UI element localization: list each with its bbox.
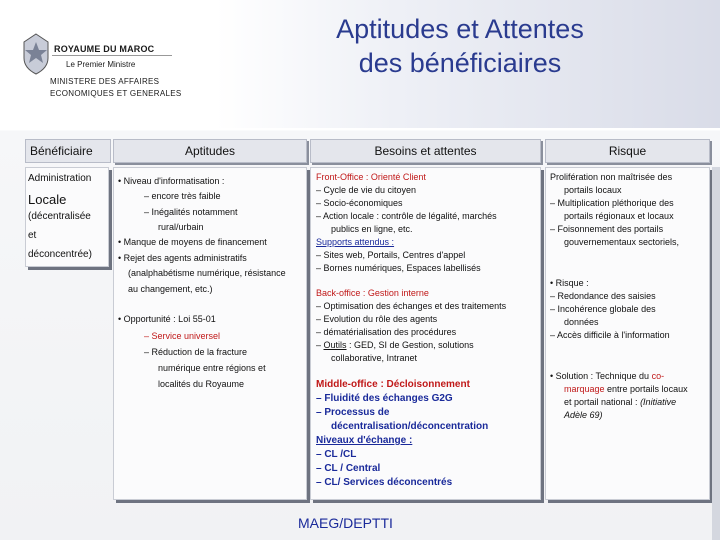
besoin-line: – dématérialisation des procédures <box>316 327 457 337</box>
logo-line-2: Le Premier Ministre <box>66 60 136 69</box>
risque-line: portails régionaux et locaux <box>564 211 674 221</box>
header-risque <box>545 139 710 163</box>
title-line-2: des bénéficiaires <box>358 48 562 78</box>
beneficiaire-locale: Locale <box>28 192 67 207</box>
risque-line: – Multiplication pléthorique des <box>550 198 674 208</box>
panel-risque <box>545 167 710 500</box>
risque-line: • Risque : <box>550 278 589 288</box>
header-aptitudes <box>113 139 307 163</box>
logo-line-1: ROYAUME DU MAROC <box>54 44 155 54</box>
risque-line: – Foisonnement des portails <box>550 224 664 234</box>
aptitude-line: rural/urbain <box>158 222 204 232</box>
aptitude-line: (analphabétisme numérique, résistance <box>128 268 286 278</box>
besoin-line: Supports attendus : <box>316 237 395 247</box>
aptitude-line: • Manque de moyens de financement <box>118 237 267 247</box>
besoin-line: – Socio-économiques <box>316 198 403 208</box>
besoin-line: Front-Office : Orienté Client <box>316 172 426 182</box>
risque-line: – Accès difficile à l'information <box>550 330 670 340</box>
besoin-line: – CL/ Services déconcentrés <box>316 477 453 488</box>
aptitude-line: localités du Royaume <box>158 379 245 389</box>
header-aptitudes-label: Aptitudes <box>184 144 236 158</box>
aptitude-line: numérique entre régions et <box>158 363 266 373</box>
right-edge-shade <box>712 167 720 540</box>
risque-initiative-text: (Initiative <box>640 397 677 407</box>
besoin-line: – Sites web, Portails, Centres d'appel <box>316 250 466 260</box>
besoin-line: décentralisation/déconcentration <box>331 421 489 432</box>
beneficiaire-et: et <box>28 230 37 241</box>
aptitude-line: – Inégalités notamment <box>144 207 238 217</box>
aptitude-line: au changement, etc.) <box>128 284 213 294</box>
besoin-line: collaborative, Intranet <box>331 353 418 363</box>
besoin-line: – Optimisation des échanges et des traitements <box>316 301 507 311</box>
header-besoins-label: Besoins et attentes <box>374 144 477 158</box>
title-line-1: Aptitudes et Attentes <box>336 14 584 44</box>
aptitude-line: – Réduction de la fracture <box>144 347 248 357</box>
besoin-line: – CL / Central <box>316 463 381 474</box>
beneficiaire-administration: Administration <box>28 173 92 184</box>
risque-line: gouvernementaux sectoriels, <box>564 237 680 247</box>
ministry-logo <box>18 30 188 110</box>
risque-line: données <box>564 317 599 327</box>
besoin-line: – Cycle de vie du citoyen <box>316 185 417 195</box>
besoin-outils-label: Outils <box>323 340 347 350</box>
header-besoins <box>310 139 541 163</box>
besoin-line: – CL /CL <box>316 449 357 460</box>
aptitude-line: – encore très faible <box>144 191 221 201</box>
besoin-line: Niveaux d'échange : <box>316 435 413 446</box>
risque-portail-text: et portail national : <box>564 397 641 407</box>
risque-line: – Redondance des saisies <box>550 291 656 301</box>
risque-line: portails locaux <box>564 185 622 195</box>
besoin-line: – Action locale : contrôle de légalité, marchés <box>316 211 497 221</box>
logo-line-3: MINISTERE DES AFFAIRES <box>50 77 160 86</box>
footer-label: MAEG/DEPTTI <box>298 515 393 531</box>
risque-co-highlight: co- <box>651 371 665 381</box>
header-beneficiaire <box>25 139 111 163</box>
besoin-line: – Outils : GED, SI de Gestion, solutions <box>316 340 474 350</box>
risque-line <box>564 396 676 409</box>
risque-line <box>564 383 688 396</box>
risque-line: Adèle 69) <box>564 410 603 420</box>
risque-solution-label: • Solution : Technique du <box>550 371 652 381</box>
header-beneficiaire-label: Bénéficiaire <box>30 144 93 158</box>
slide-title <box>250 12 670 80</box>
besoin-line: publics en ligne, etc. <box>331 224 413 234</box>
risque-marquage-highlight: marquage <box>564 384 605 394</box>
panel-aptitudes <box>113 167 307 500</box>
besoin-outils-text: : GED, SI de Gestion, solutions <box>346 340 474 350</box>
aptitude-line-highlight: – Service universel <box>144 331 221 341</box>
risque-line: – Incohérence globale des <box>550 304 656 314</box>
beneficiaire-deconcentree: déconcentrée) <box>28 249 92 260</box>
risque-marquage-text: entre portails locaux <box>604 384 688 394</box>
besoin-line: – Evolution du rôle des agents <box>316 314 438 324</box>
besoin-line: – Processus de <box>316 407 390 418</box>
aptitude-line: • Rejet des agents administratifs <box>118 253 247 263</box>
risque-line: Prolifération non maîtrisée des <box>550 172 673 182</box>
aptitude-line: • Niveau d'informatisation : <box>118 176 225 186</box>
logo-divider <box>52 55 172 56</box>
logo-line-4: ECONOMIQUES ET GENERALES <box>50 89 182 98</box>
beneficiaire-decentralisee: (décentralisée <box>28 211 91 222</box>
panel-besoins <box>310 167 541 500</box>
panel-beneficiaire <box>25 167 109 267</box>
besoin-line: Back-office : Gestion interne <box>316 288 429 298</box>
royal-crest-icon <box>18 30 54 76</box>
besoin-line: – Bornes numériques, Espaces labellisés <box>316 263 481 273</box>
header-risque-label: Risque <box>608 144 647 158</box>
besoin-line: Middle-office : Décloisonnement <box>316 379 470 390</box>
besoin-line: – Fluidité des échanges G2G <box>316 393 453 404</box>
aptitude-line: • Opportunité : Loi 55-01 <box>118 314 216 324</box>
risque-line <box>550 370 664 383</box>
